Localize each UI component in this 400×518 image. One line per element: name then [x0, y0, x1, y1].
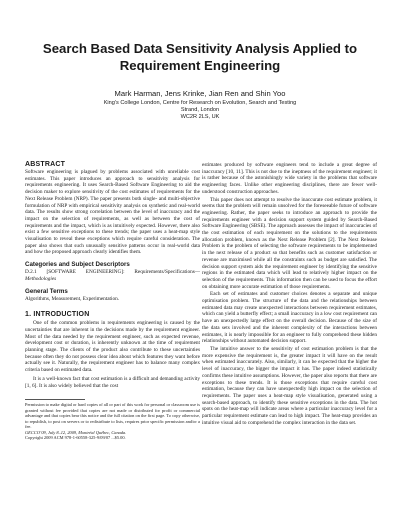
body-paragraph-1: estimates produced by software engineers tend to include a great degree of inaccuracy [10, 11]. This is not due to the ineptness of the requirement engineer; it is rather because of the astonishingly wide variety in the problems that software engineering faces. Unlike other engineering disciplines, there are fewer well-understood construction approaches. — [202, 162, 377, 195]
categories-methodologies: Methodologies — [25, 275, 57, 282]
categories-descriptor: D.2.1 [SOFTWARE ENGINEERING]: Requirements/Specifications— — [25, 269, 200, 276]
body-paragraph-2: This paper does not attempt to resolve the inaccurate cost estimate problem, it seems that the problem will remain unsolved for the foreseeable future of software engineering. Rather, the paper seeks to introduce an approach to provide the requirements engineer with a decision support system guided by Search-Based Software Engineering (SBSE). The approach assesses the impact of inaccuracies of the cost estimation of each requirement on the solutions to the requirements allocation problem, known as the Next Release Problem [2]. The Next Release Problem is the problem of selecting the software requirements to be implemented in the next release of a product so that benefits such as customer satisfaction or revenue are maximised while all the constraints such as budget are satisfied. The decision support system aids the requirement engineer by identifying the sensitive regions in the estimated data which will lead to relatively higher impact on the selection of the requirements. This information then can be used to focus the effort on obtaining more accurate estimation of those requirements. — [202, 196, 377, 290]
introduction-heading: 1. INTRODUCTION — [25, 311, 90, 319]
introduction-paragraph-1: One of the common problems in requirements engineering is caused by the uncertainties that are inherent in the decisions made by the requirement engineer. Most of the data needed by the requirement engineer, such as expected revenue, development cost or duration, is inherently unknown at the time of requirement planning stage. The clients of the product also contribute to these uncertainties because often they do not possess clear idea about which features they want before actually see it. Naturally, the requirement engineer has to balance many complex criteria based on estimated data. — [25, 320, 200, 374]
abstract-text: Software engineering is plagued by problems associated with unreliable cost estimates. This paper introduces an approach to sensitivity analysis for requirements engineering. It uses Search-Based Software Engineering to aid the decision maker to explore sensitivity of the cost estimates of requirements for the Next Release Problem (NRP). The paper presents both single- and multi-objective formulation of NRP with empirical sensitivity analysis on synthetic and real-world data. The results show strong correlation between the level of inaccuracy and the impact on the selection of requirements, as well as between the cost of requirements and the impact, which is as intuitively expected. However, there also exist a few sensitive exceptions to these trends; the paper uses a heat-map style visualisation to reveal these exceptions which require careful consideration. The paper also shows that such unusually sensitive patterns occur in real-world data and how the proposed approach clearly identifies them. — [25, 169, 200, 256]
categories-text — [25, 269, 200, 282]
footnote-copyright: Copyright 2009 ACM 978-1-60558-325-9/09/07 ...$5.00. — [25, 435, 126, 441]
abstract-heading: ABSTRACT — [25, 161, 66, 168]
affiliation-line-3: WC2R 2LS, UK — [180, 114, 220, 120]
introduction-paragraph-2: It is a well-known fact that cost estimation is a difficult and demanding activity [1, 6]. It is also widely believed that the cost — [25, 375, 200, 389]
paper-title — [30, 40, 370, 74]
left-column — [25, 160, 200, 441]
general-terms-heading: General Terms — [25, 287, 68, 295]
body-paragraph-4: The intuitive answer to the sensitivity of cost estimation problem is that the more expensive the requirement is, the greater impact it will have on the result when estimated inaccurately. Also, similarly, it can be expected that the higher the level of inaccuracy, the bigger the impact it has. The paper indeed statistically confirms these intuitive assumptions. However, the paper also reports that there are exceptions to these trends. It is those exceptions that require careful cost estimation, because they can have unexpectedly high impact on the selection of requirements. The paper uses a heat-map style visualisation, generated using a search-based approach, to identify these sensitive exceptions in the data. The hot spots on the heat-map will indicate areas where a particular inaccuracy level for a particular requirement estimate can lead to high impact. The heat-map provides an intuitive visual aid to comprehend the complex interaction in the data set. — [202, 345, 377, 426]
body-paragraph-3: Each set of estimates and customer choices denotes a separate and unique optimisation problem. The structure of the data and the relationships between estimated data may create unexpected interactions between requirement estimates, which can yield a butterfly effect; a small inaccuracy in a low cost requirement can have an unexpectedly large effect on the overall decision. Because of the size of the data sets involved and the inherent complexity of the interactions between estimates, it is nearly impossible for an engineer to fully comprehend these hidden relationships without automated decision support. — [202, 291, 377, 345]
general-terms-text: Algorithms, Measurement, Experimentation. — [25, 295, 120, 302]
categories-heading: Categories and Subject Descriptors — [25, 261, 130, 269]
footnote-rule — [25, 399, 85, 400]
affiliation-line-1: King’s College London, Centre for Research on Evolution, Search and Testing — [103, 100, 297, 106]
affiliation — [30, 100, 370, 121]
title-line-2: Requirement Engineering — [119, 58, 281, 73]
author-list: Mark Harman, Jens Krinke, Jian Ren and Shin Yoo — [114, 89, 286, 98]
right-column — [202, 162, 377, 426]
footnote-permission: Permission to make digital or hard copies of all or part of this work for personal or classroom use is granted without fee provided that copies are not made or distributed for profit or commercial advantage and that copies bear this notice and the full citation on the first page. To copy otherwise, to republish, to post on servers or to redistribute to lists, requires prior specific permission and/or a fee. — [25, 402, 200, 430]
copyright-footnote — [25, 399, 200, 441]
affiliation-line-2: Strand, London — [180, 107, 220, 113]
title-line-1: Search Based Data Sensitivity Analysis Applied to — [42, 41, 358, 56]
footnote-venue: GECCO’09, July 8–12, 2009, Montréal Québec, Canada. — [25, 429, 127, 435]
